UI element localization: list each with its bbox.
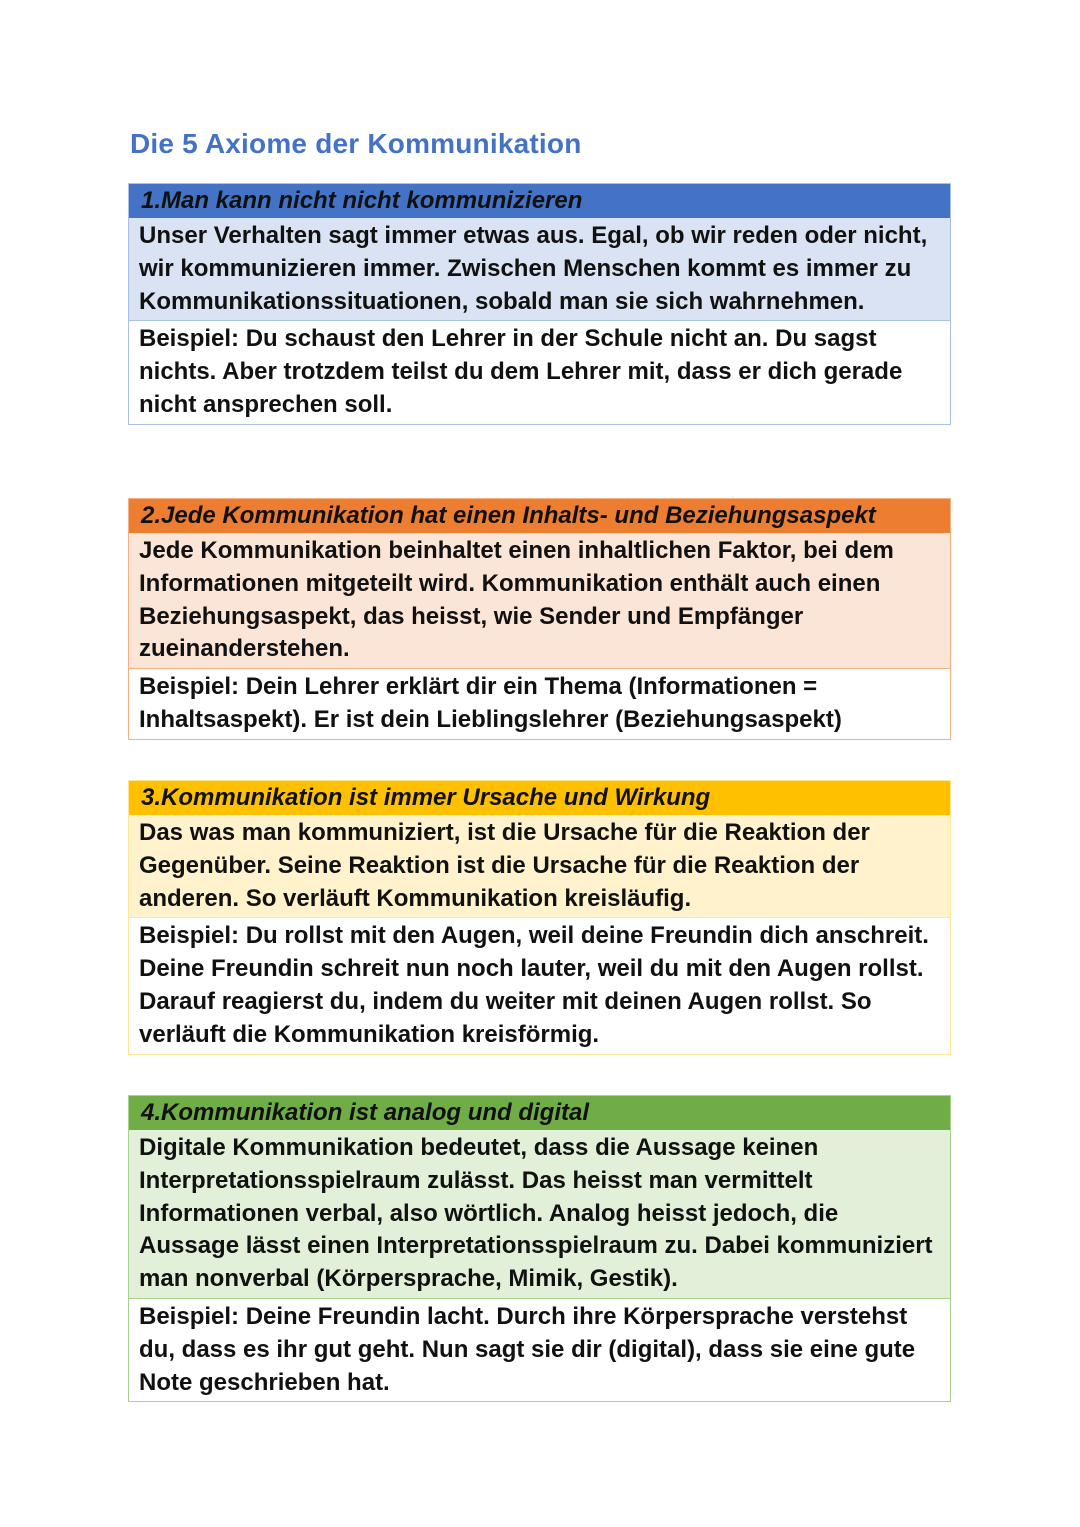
- axiom-description: Unser Verhalten sagt immer etwas aus. Egal, ob wir reden oder nicht, wir kommunizieren immer. Zwischen Menschen kommt es immer zu Kommunikationssituationen, sobald man sie sich wahrnehmen.: [129, 218, 950, 321]
- axiom-heading: 2.Jede Kommunikation hat einen Inhalts- und Beziehungsaspekt: [129, 499, 950, 533]
- axiom-heading: 4.Kommunikation ist analog und digital: [129, 1096, 950, 1130]
- axiom-example: Beispiel: Deine Freundin lacht. Durch ihre Körpersprache verstehst du, dass es ihr gut geht. Nun sagt sie dir (digital), dass sie eine gute Note geschrieben hat.: [129, 1299, 950, 1401]
- axiom-example: Beispiel: Dein Lehrer erklärt dir ein Thema (Informationen = Inhaltsaspekt). Er ist dein Lieblingslehrer (Beziehungsaspekt): [129, 669, 950, 739]
- axiom-box-3: [128, 780, 951, 1055]
- axiom-box-4: [128, 1095, 951, 1402]
- page-title: Die 5 Axiome der Kommunikation: [130, 128, 582, 159]
- axiom-box-1: [128, 183, 951, 425]
- axiom-heading: 3.Kommunikation ist immer Ursache und Wirkung: [129, 781, 950, 815]
- axiom-description: Das was man kommuniziert, ist die Ursache für die Reaktion der Gegenüber. Seine Reaktion ist die Ursache für die Reaktion der anderen. So verläuft Kommunikation kreisläufig.: [129, 815, 950, 918]
- axiom-example: Beispiel: Du schaust den Lehrer in der Schule nicht an. Du sagst nichts. Aber trotzdem teilst du dem Lehrer mit, dass er dich gerade nicht ansprechen soll.: [129, 321, 950, 423]
- axiom-description: Jede Kommunikation beinhaltet einen inhaltlichen Faktor, bei dem Informationen mitgeteilt wird. Kommunikation enthält auch einen Beziehungsaspekt, das heisst, wie Sender und Empfänger zueinanderstehen.: [129, 533, 950, 669]
- axiom-description: Digitale Kommunikation bedeutet, dass die Aussage keinen Interpretationsspielraum zulässt. Das heisst man vermittelt Informationen verbal, also wörtlich. Analog heisst jedoch, die Aussage lässt einen Interpretationsspielraum zu. Dabei kommuniziert man nonverbal (Körpersprache, Mimik, Gestik).: [129, 1130, 950, 1299]
- axiom-heading: 1.Man kann nicht nicht kommunizieren: [129, 184, 950, 218]
- axiom-example: Beispiel: Du rollst mit den Augen, weil deine Freundin dich anschreit. Deine Freundin schreit nun noch lauter, weil du mit den Augen rollst. Darauf reagierst du, indem du weiter mit deinen Augen rollst. So verläuft die Kommunikation kreisförmig.: [129, 918, 950, 1053]
- axiom-box-2: [128, 498, 951, 740]
